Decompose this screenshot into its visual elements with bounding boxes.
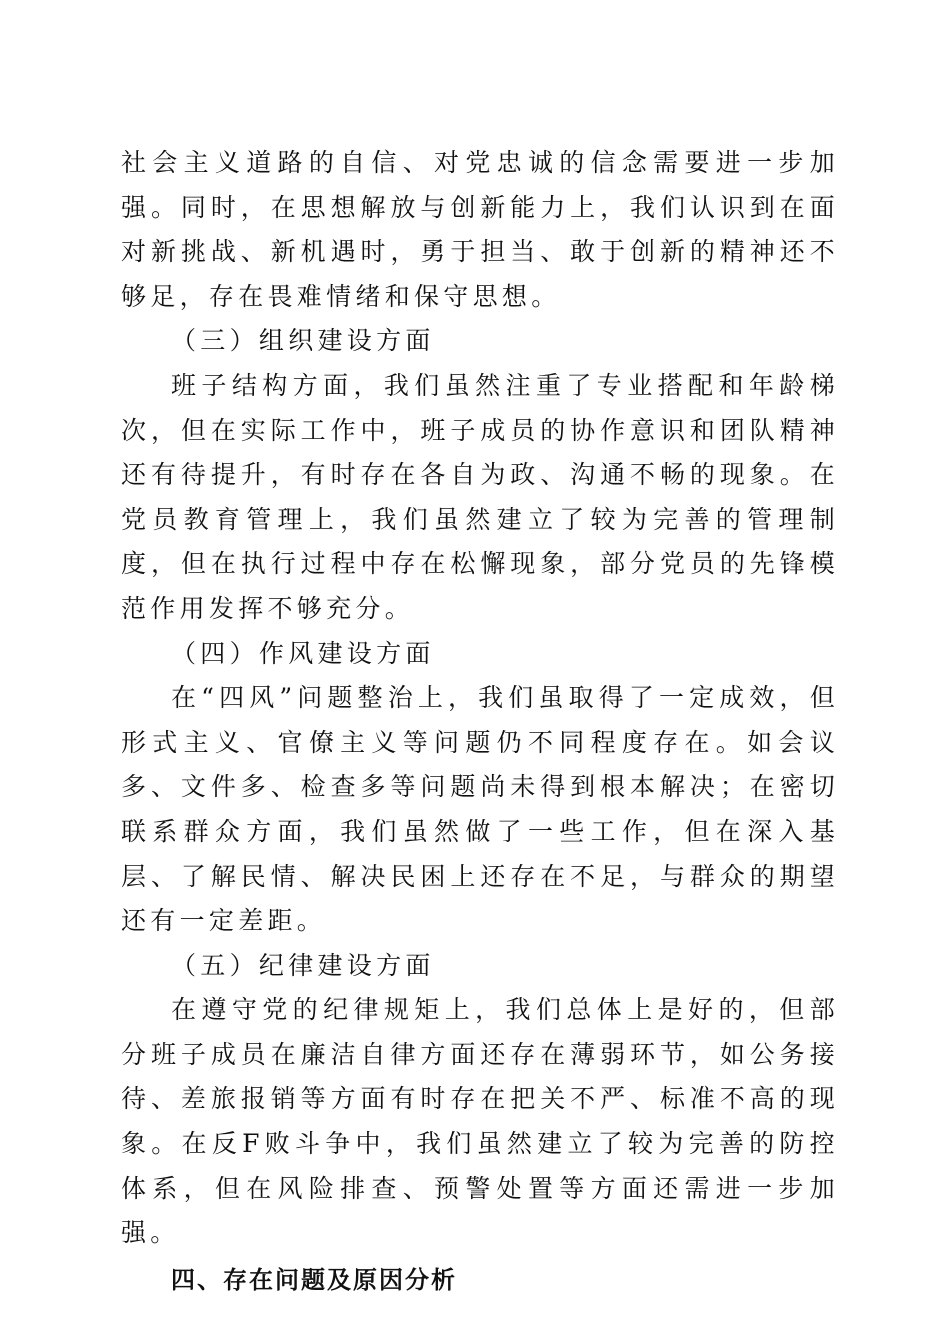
subheading-discipline: （五）纪律建设方面	[171, 950, 435, 980]
paragraph-discipline: 在遵守党的纪律规矩上，我们总体上是好的，但部分班子成员在廉洁自律方面还存在薄弱环节，如公务接待、差旅报销等方面有时存在把关不严、标准不高的现象。在反F败斗争中，我们虽然建立了较为完善的防控体系，但在风险排查、预警处置等方面还需进一步加强。	[121, 995, 839, 1248]
paragraph-continuation: 社会主义道路的自信、对党忠诚的信念需要进一步加强。同时，在思想解放与创新能力上，我们认识到在面对新挑战、新机遇时，勇于担当、敢于创新的精神还不够足，存在畏难情绪和保守思想。	[121, 148, 839, 311]
paragraph-work-style: 在“四风”问题整治上，我们虽取得了一定成效，但形式主义、官僚主义等问题仍不同程度存在。如会议多、文件多、检查多等问题尚未得到根本解决；在密切联系群众方面，我们虽然做了一些工作，但在深入基层、了解民情、解决民困上还存在不足，与群众的期望还有一定差距。	[121, 683, 839, 936]
subheading-organization: （三）组织建设方面	[171, 326, 435, 356]
document-body	[121, 141, 839, 1304]
section-heading-problems: 四、存在问题及原因分析	[171, 1265, 457, 1294]
paragraph-organization: 班子结构方面，我们虽然注重了专业搭配和年龄梯次，但在实际工作中，班子成员的协作意识和团队精神还有待提升，有时存在各自为政、沟通不畅的现象。在党员教育管理上，我们虽然建立了较为完善的管理制度，但在执行过程中存在松懈现象，部分党员的先锋模范作用发挥不够充分。	[121, 370, 839, 623]
subheading-work-style: （四）作风建设方面	[171, 638, 435, 668]
